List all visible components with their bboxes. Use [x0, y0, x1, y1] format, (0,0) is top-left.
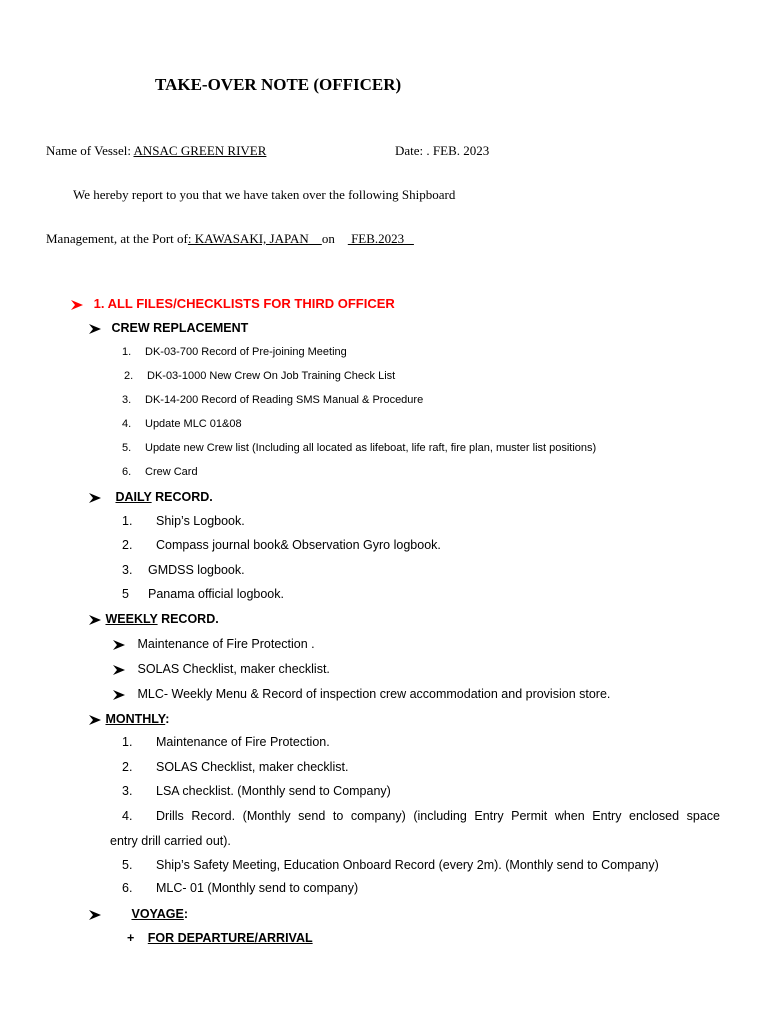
item-text: Compass journal book& Observation Gyro logbook. [156, 538, 441, 552]
list-item [122, 538, 441, 552]
crew-replacement-heading [88, 321, 248, 335]
page-title: TAKE-OVER NOTE (OFFICER) [155, 75, 402, 94]
arrow-bullet-icon [88, 909, 102, 921]
item-text: GMDSS logbook. [148, 563, 245, 577]
item-text: SOLAS Checklist, maker checklist. [137, 662, 330, 676]
item-text: Crew Card [145, 466, 198, 478]
list-item [122, 735, 330, 749]
daily-heading [88, 490, 213, 504]
weekly-heading-underlined: WEEKLY [105, 612, 158, 626]
voyage-heading [88, 907, 188, 921]
intro-line-1: We hereby report to you that we have taken over the following Shipboard [73, 187, 456, 202]
item-number: 3. [122, 784, 133, 798]
list-item [122, 346, 347, 358]
takeover-date: FEB.2023 [347, 231, 414, 246]
item-text: Maintenance of Fire Protection. [156, 735, 330, 749]
item-text: DK-03-700 Record of Pre-joining Meeting [145, 346, 347, 358]
list-item [122, 418, 242, 430]
item-text: Update new Crew list (Including all located as lifeboat, life raft, fire plan, muster list positions) [145, 442, 597, 454]
list-item [122, 784, 391, 798]
list-item [112, 662, 330, 676]
item-text: DK-14-200 Record of Reading SMS Manual & Procedure [145, 394, 424, 406]
monthly-heading-underlined: MONTHLY [105, 712, 166, 726]
monthly-heading [88, 712, 169, 726]
item-text: SOLAS Checklist, maker checklist. [156, 760, 349, 774]
item-text: MLC- 01 (Monthly send to company) [156, 881, 359, 895]
section-heading-1 [70, 296, 395, 311]
departure-arrival-heading [127, 931, 313, 945]
arrow-bullet-icon [88, 614, 102, 626]
item-number: 6. [122, 466, 132, 478]
list-item [122, 587, 284, 601]
list-item [122, 881, 359, 895]
weekly-heading-rest: RECORD. [157, 612, 219, 626]
list-item [122, 563, 245, 577]
port-name: : KAWASAKI, JAPAN [187, 231, 322, 246]
on-word: on [321, 231, 335, 246]
item-text: Maintenance of Fire Protection . [137, 637, 315, 651]
date-line: Date: . FEB. 2023 [395, 143, 490, 158]
list-item-continuation: entry drill carried out). [110, 834, 231, 848]
item-number: 5 [122, 587, 129, 601]
item-text: MLC- Weekly Menu & Record of inspection crew accommodation and provision store. [137, 687, 611, 701]
voyage-heading-underlined: VOYAGE [131, 907, 184, 921]
departure-arrival-title: FOR DEPARTURE/ARRIVAL [147, 931, 313, 945]
list-item [122, 442, 597, 454]
item-text: Panama official logbook. [148, 587, 284, 601]
item-number: 5. [122, 442, 132, 454]
arrow-bullet-icon [88, 492, 102, 504]
item-text: DK-03-1000 New Crew On Job Training Check List [147, 370, 396, 382]
vessel-line [46, 143, 266, 159]
item-number: 3. [122, 563, 133, 577]
item-text: Drills Record. (Monthly send to company) (including Entry Permit when Entry enclosed space [156, 809, 720, 823]
item-number: 2. [122, 760, 133, 774]
intro-line-2 [46, 231, 414, 247]
list-item [122, 466, 198, 478]
list-item [122, 809, 720, 823]
arrow-bullet-icon [112, 664, 126, 676]
arrow-bullet-icon [112, 639, 126, 651]
item-number: 2. [124, 370, 134, 382]
list-item [122, 760, 349, 774]
list-item [112, 687, 610, 701]
item-number: 5. [122, 858, 133, 872]
arrow-bullet-icon [88, 323, 102, 335]
item-number: 4. [122, 809, 133, 823]
list-item [122, 394, 424, 406]
intro-prefix: Management, at the Port of [46, 231, 188, 246]
vessel-name: ANSAC GREEN RIVER [133, 143, 267, 158]
plus-bullet-icon: + [127, 931, 135, 945]
weekly-heading [88, 612, 219, 626]
item-number: 4. [122, 418, 132, 430]
daily-heading-underlined: DAILY [115, 490, 152, 504]
item-number: 1. [122, 514, 133, 528]
crew-replacement-title: CREW REPLACEMENT [111, 321, 249, 335]
voyage-heading-rest: : [183, 907, 188, 921]
list-item [122, 858, 659, 872]
item-number: 6. [122, 881, 133, 895]
list-item [112, 637, 315, 651]
section-heading-text: 1. ALL FILES/CHECKLISTS FOR THIRD OFFICER [93, 296, 395, 311]
item-text: Ship’s Logbook. [156, 514, 245, 528]
arrow-bullet-icon [112, 689, 126, 701]
item-number: 3. [122, 394, 132, 406]
monthly-heading-rest: : [165, 712, 170, 726]
item-number: 1. [122, 346, 132, 358]
list-item [124, 370, 396, 382]
item-text: LSA checklist. (Monthly send to Company) [156, 784, 391, 798]
daily-heading-rest: RECORD. [151, 490, 213, 504]
item-text: Update MLC 01&08 [145, 418, 242, 430]
vessel-label: Name of Vessel: [46, 143, 134, 158]
item-number: 1. [122, 735, 133, 749]
item-number: 2. [122, 538, 133, 552]
item-text: Ship’s Safety Meeting, Education Onboard Record (every 2m). (Monthly send to Company) [156, 858, 659, 872]
arrow-bullet-icon [70, 299, 84, 311]
list-item [122, 514, 245, 528]
arrow-bullet-icon [88, 714, 102, 726]
